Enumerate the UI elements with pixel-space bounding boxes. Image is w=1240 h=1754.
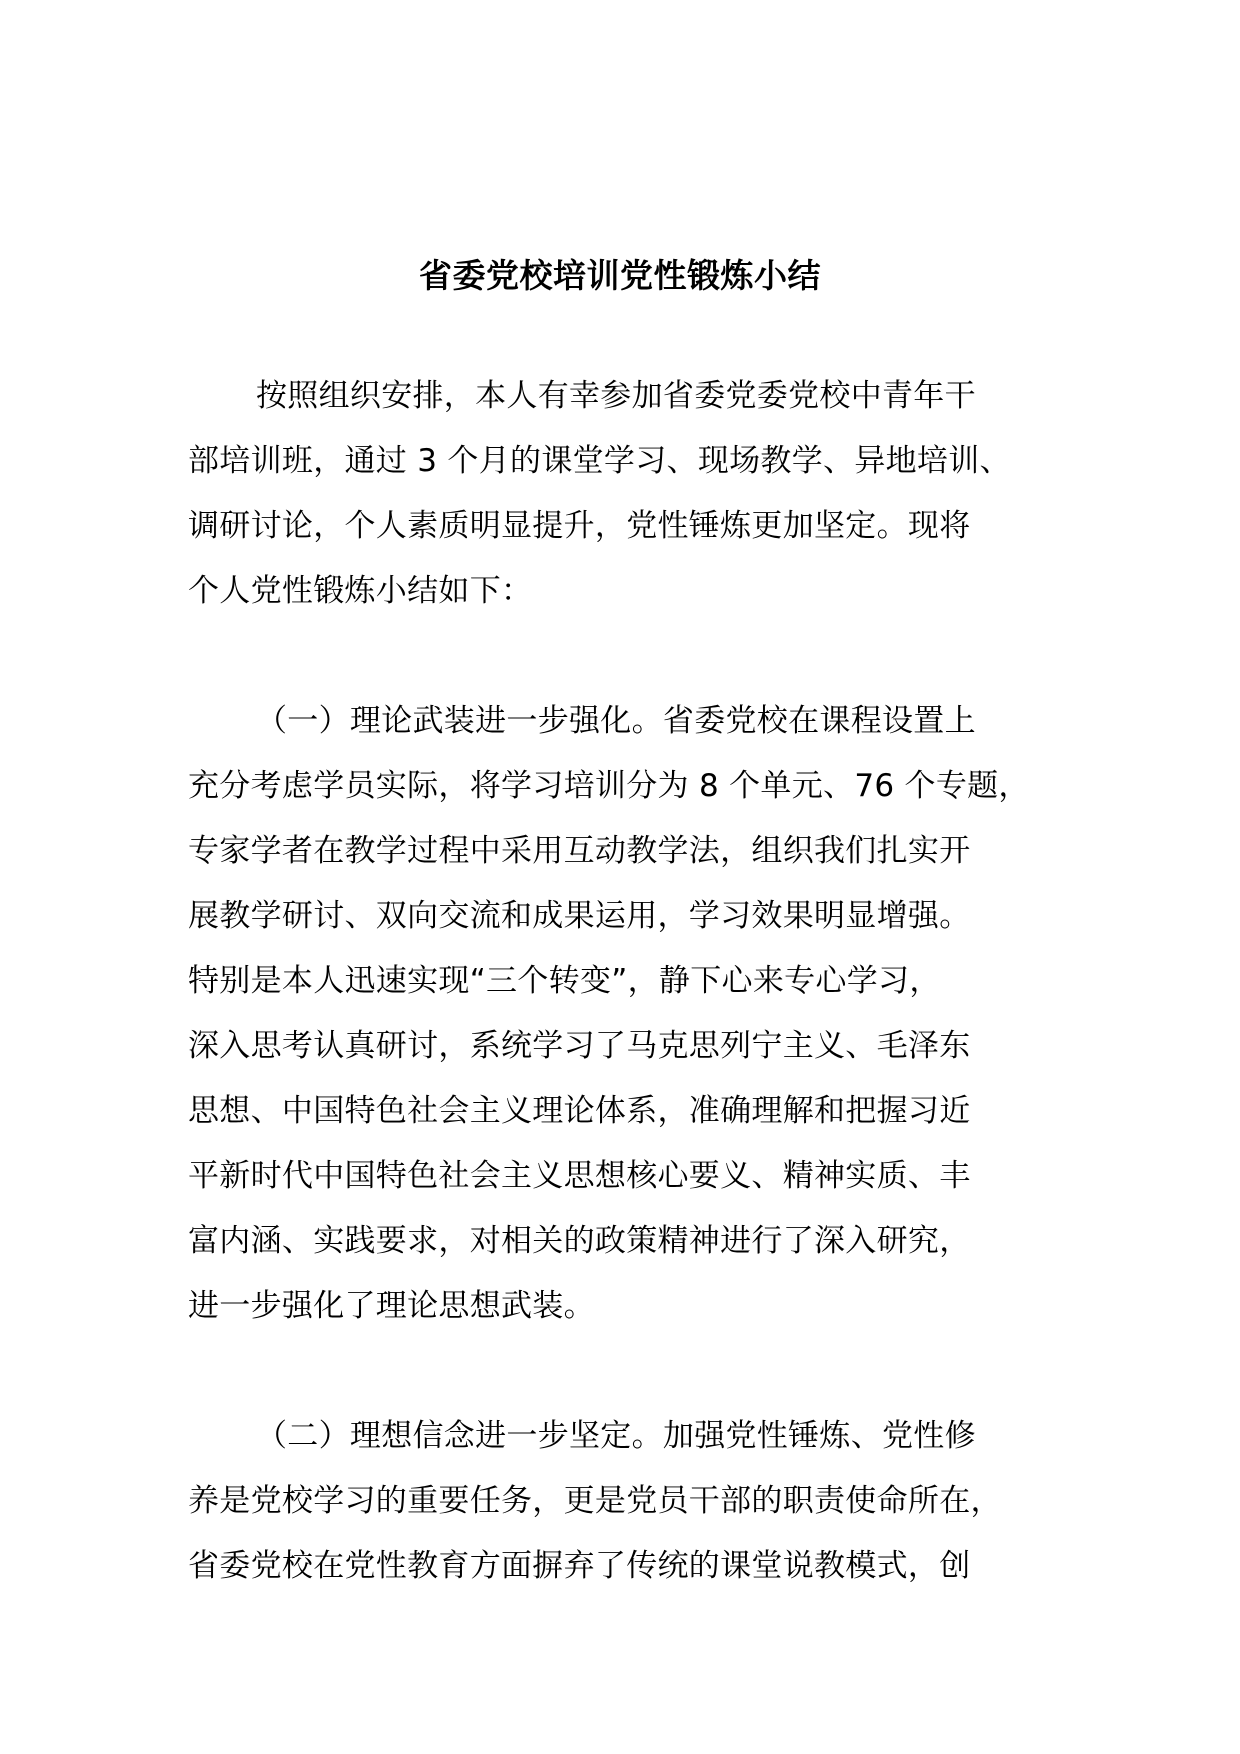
text-line: 深入思考认真研讨，系统学习了马克思列宁主义、毛泽东 [188, 1028, 971, 1064]
text-line: 进一步强化了理论思想武装。 [188, 1288, 595, 1324]
paragraph-1 [188, 364, 1088, 624]
text-line: 部培训班，通过 3 个月的课堂学习、现场教学、异地培训、 [188, 443, 1011, 479]
text-line: 充分考虑学员实际，将学习培训分为 8 个单元、76 个专题， [188, 768, 1030, 804]
text-line: 富内涵、实践要求，对相关的政策精神进行了深入研究， [188, 1223, 971, 1259]
text-line: 养是党校学习的重要任务，更是党员干部的职责使命所在， [188, 1483, 1002, 1519]
document-title: 省委党校培训党性锻炼小结 [419, 256, 821, 295]
text-line: （一）理论武装进一步强化。省委党校在课程设置上 [256, 703, 976, 739]
text-line: 调研讨论，个人素质明显提升，党性锤炼更加坚定。现将 [188, 508, 971, 544]
document-body [188, 364, 1088, 1599]
text-line: 特别是本人迅速实现“三个转变”，静下心来专心学习， [188, 963, 941, 999]
paragraph-3 [188, 1404, 1088, 1599]
text-line: 展教学研讨、双向交流和成果运用，学习效果明显增强。 [188, 898, 971, 934]
text-line: 省委党校在党性教育方面摒弃了传统的课堂说教模式，创 [188, 1548, 971, 1584]
paragraph-gap [188, 624, 1088, 689]
paragraph-2 [188, 689, 1088, 1339]
text-line: 按照组织安排，本人有幸参加省委党委党校中青年干 [256, 378, 976, 414]
text-line: 思想、中国特色社会主义理论体系，准确理解和把握习近 [188, 1093, 971, 1129]
text-line: （二）理想信念进一步坚定。加强党性锤炼、党性修 [256, 1418, 976, 1454]
text-line: 专家学者在教学过程中采用互动教学法，组织我们扎实开 [188, 833, 971, 869]
text-line: 平新时代中国特色社会主义思想核心要义、精神实质、丰 [188, 1158, 971, 1194]
text-line: 个人党性锻炼小结如下： [188, 573, 533, 609]
paragraph-gap [188, 1339, 1088, 1404]
